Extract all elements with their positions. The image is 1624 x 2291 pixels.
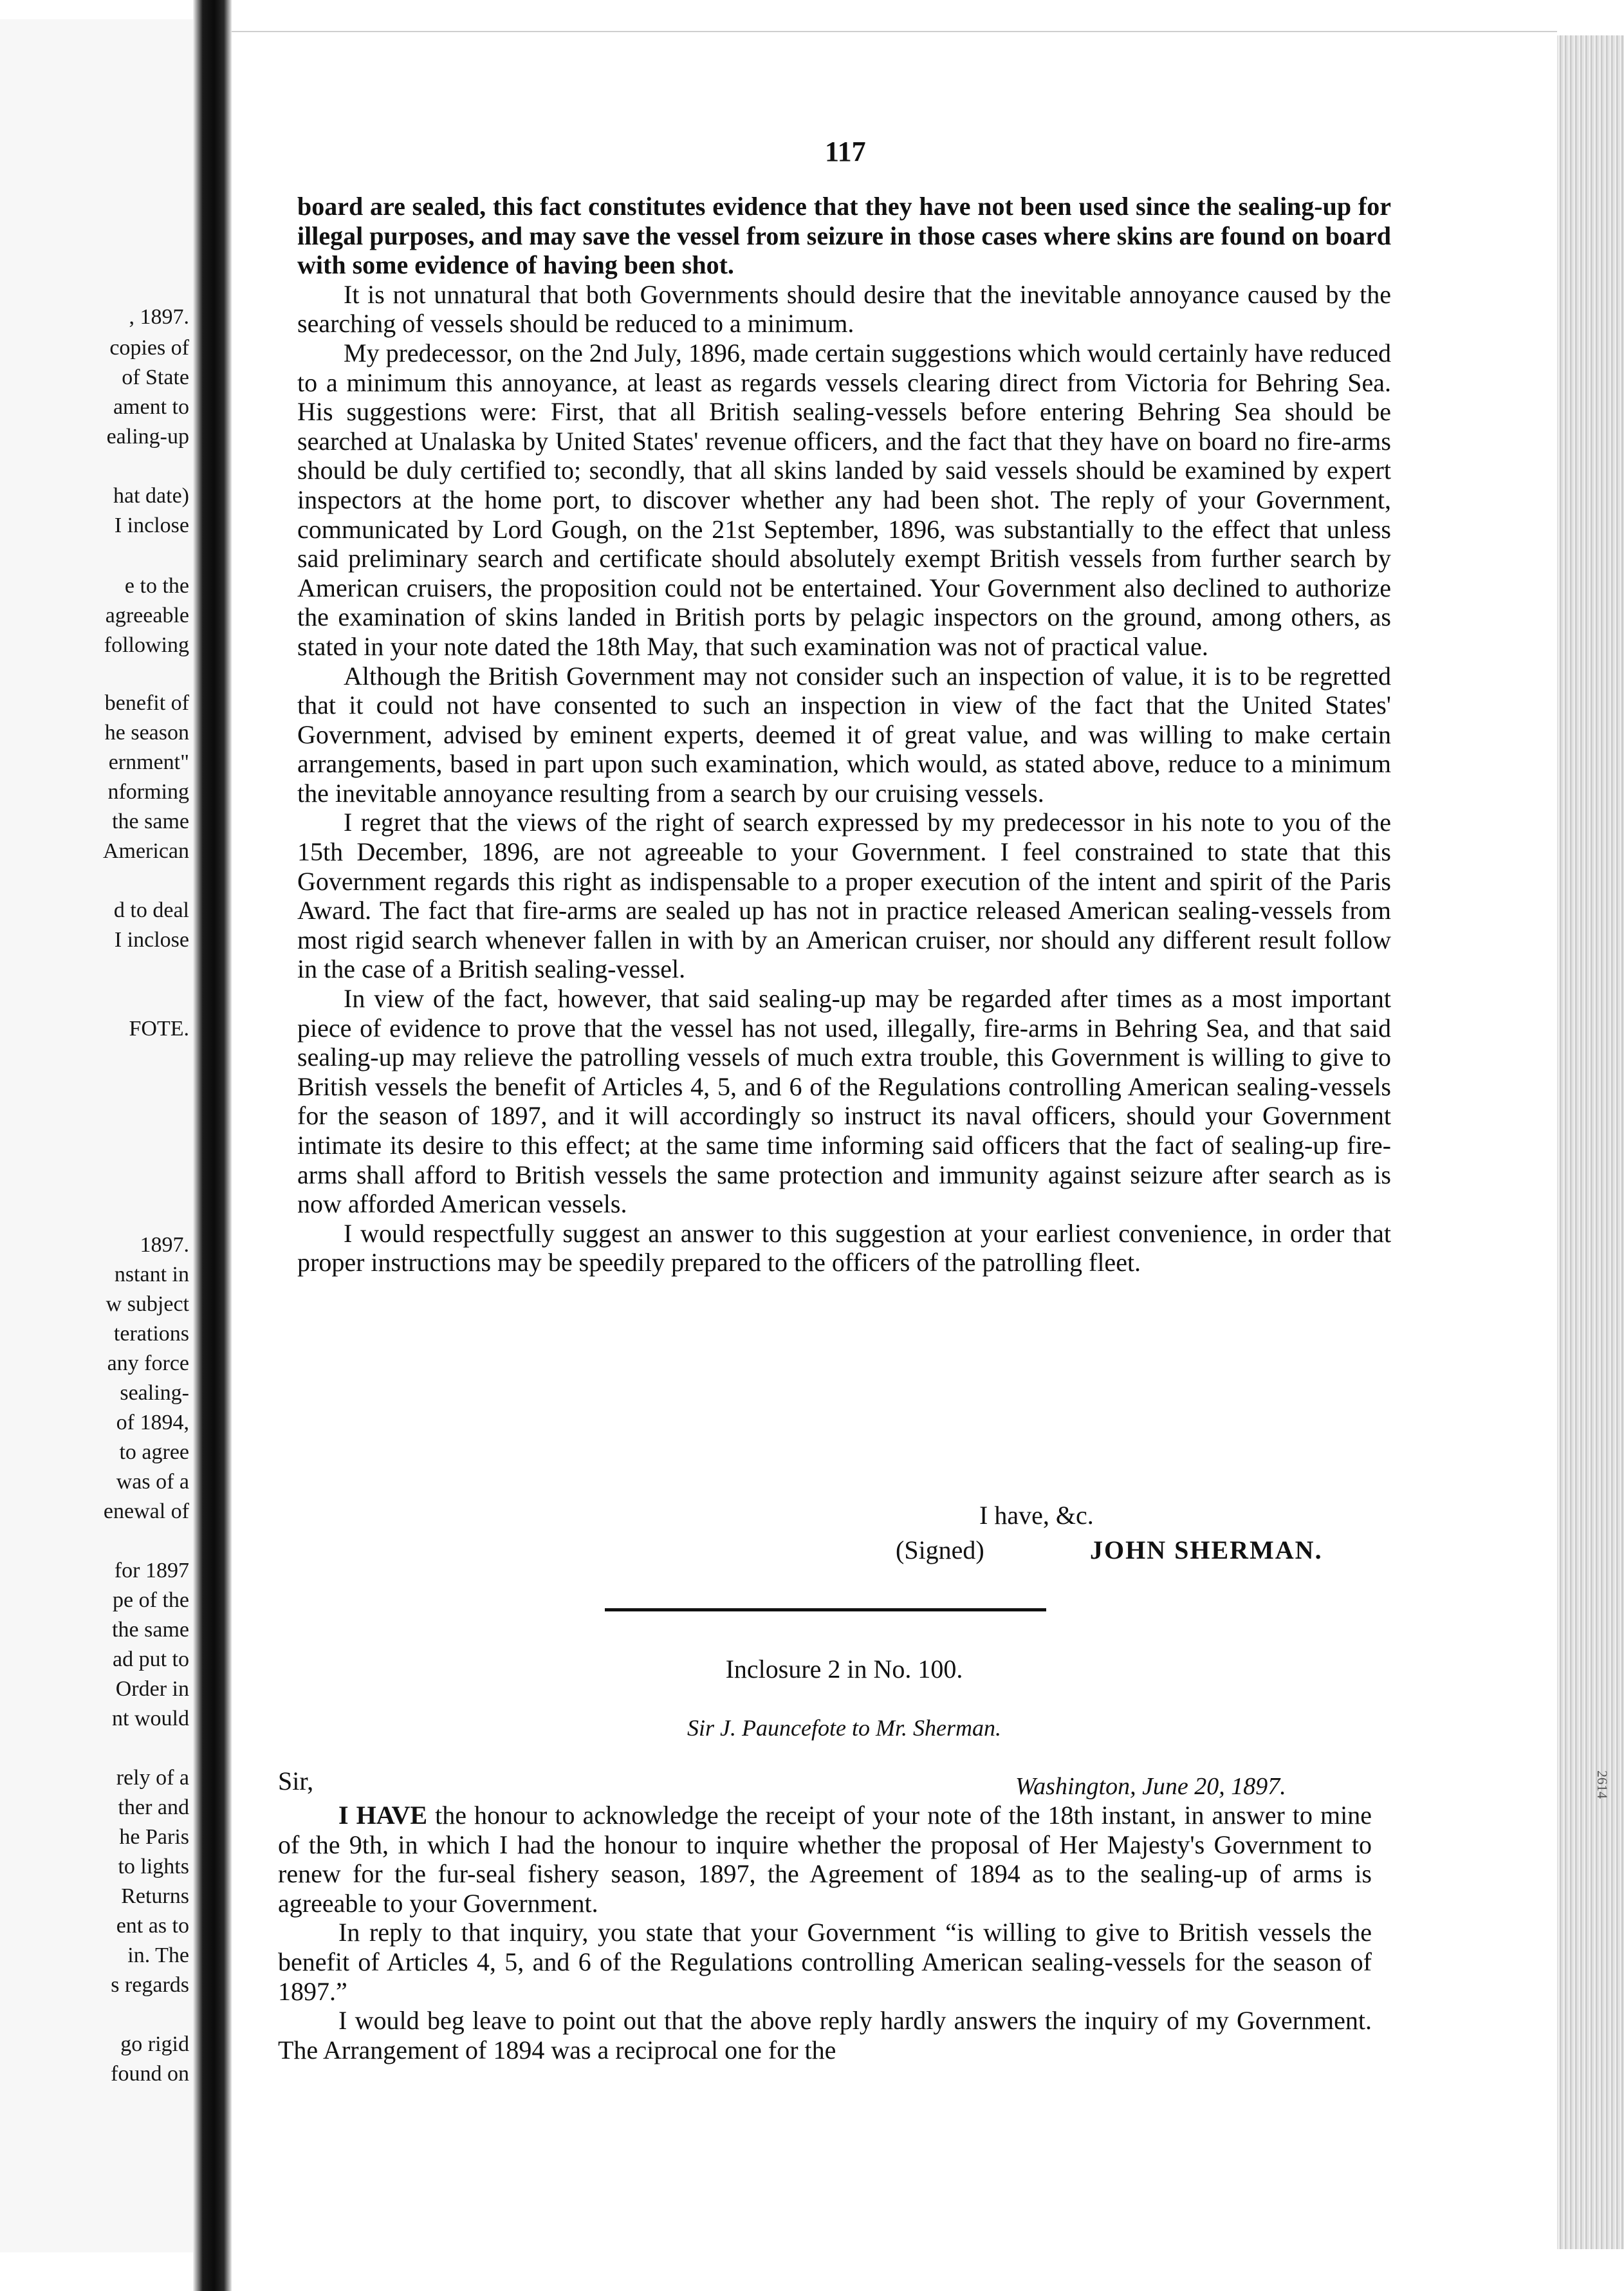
paragraph: board are sealed, this fact constitutes evidence that they have not been used since the sealing-up for illegal purposes, and may save the vessel from seizure in those cases where skins are found on board with some evidence of having been shot.	[297, 192, 1391, 280]
page-number: 117	[825, 136, 866, 167]
facing-page-line: was of a	[116, 1470, 189, 1494]
facing-page-line: ther and	[118, 1795, 189, 1819]
paragraph: Although the British Government may not consider such an inspection of value, it is to be regretted that it could not have consented to such an inspection in view of the fact that the United States' Government, advised by eminent experts, deemed it of great value, and was willing to make certain arrangements, based in part upon such examination, which would, as stated above, reduce to a minimum the inevitable annoyance resulting from a search by our cruising vessels.	[297, 661, 1391, 808]
facing-page-fragment	[0, 19, 193, 2252]
facing-page-line: 1897.	[140, 1233, 189, 1257]
paragraph: I regret that the views of the right of search expressed by my predecessor in his note to you of the 15th December, 1896, are not agreeable to your Government. I feel constrained to state that this Government regards this right as indispensable to a proper execution of the intent and spirit of the Paris Award. The fact that fire-arms are sealed up has not in practice released American sealing-vessels from most rigid search whenever fallen in with by an American cruiser, nor should any different result follow in the case of a British sealing-vessel.	[297, 808, 1391, 984]
facing-page-line: ealing-up	[106, 425, 189, 449]
facing-page-line: of 1894,	[116, 1411, 189, 1434]
signatory-name: JOHN SHERMAN.	[1090, 1535, 1323, 1564]
paragraph-text: the honour to acknowledge the receipt of your note of the 18th instant, in answer to mine of the 9th, in which I had the honour to inquire whether the proposal of Her Majesty's Government to renew for the fur-seal fishery season, 1897, the Agreement of 1894 as to the sealing-up of arms is agreeable to your Government.	[278, 1801, 1372, 1918]
facing-page-line: for 1897	[114, 1559, 189, 1582]
paragraph: It is not unnatural that both Governments should desire that the inevitable annoyance caused by the searching of vessels should be reduced to a minimum.	[297, 279, 1391, 339]
facing-page-line: he season	[104, 721, 189, 745]
paragraph: I would beg leave to point out that the above reply hardly answers the inquiry of my Government. The Arrangement of 1894 was a reciprocal one for the	[278, 2006, 1372, 2064]
paragraph: In reply to that inquiry, you state that your Government “is willing to give to British vessels the benefit of Articles 4, 5, and 6 of the Regulations controlling American sealing-vessels for the season of 1897.”	[278, 1918, 1372, 2006]
facing-page-line: I inclose	[114, 514, 189, 537]
facing-page-line: nforming	[107, 780, 189, 804]
facing-page-line: found on	[111, 2062, 189, 2086]
facing-page-line: ent as to	[116, 1914, 189, 1938]
facing-page-line: to agree	[119, 1440, 189, 1464]
opening-caps: I HAVE	[338, 1801, 428, 1830]
facing-page-line: go rigid	[120, 2032, 189, 2056]
book-gutter	[193, 0, 232, 2291]
signed-label: (Signed)	[896, 1535, 984, 1564]
enclosure-heading: Inclosure 2 in No. 100.	[725, 1655, 963, 1683]
enclosure-subheading: Sir J. Pauncefote to Mr. Sherman.	[687, 1715, 1001, 1741]
facing-page-line: s regards	[111, 1973, 189, 1997]
letter-body	[297, 192, 1391, 1277]
facing-page-line: copies of	[109, 336, 189, 360]
paragraph: In view of the fact, however, that said sealing-up may be regarded after times as a most important piece of evidence to prove that the vessel has not used, illegally, fire-arms in Behring Sea, and that said sealing-up may relieve the patrolling vessels of much extra trouble, this Government is willing to give to British vessels the benefit of Articles 4, 5, and 6 of the Regulations controlling American sealing-vessels for the season of 1897, and it will accordingly so instruct its naval officers, should your Government intimate its desire to this effect; at the same time informing said officers that the fact of sealing-up fire-arms shall afford to British vessels the same protection and immunity against seizure after search as is now afforded American vessels.	[297, 984, 1391, 1219]
facing-page-line: agreeable	[105, 604, 189, 627]
facing-page-line: enewal of	[103, 1499, 189, 1523]
facing-page-line: , 1897.	[129, 305, 189, 329]
facing-page-line: w subject	[106, 1292, 189, 1316]
enclosure-body	[278, 1801, 1372, 2064]
closing-phrase: I have, &c.	[979, 1501, 1094, 1530]
facing-page-line: hat date)	[113, 484, 189, 508]
facing-page-line: following	[104, 633, 189, 657]
facing-page-line: benefit of	[104, 691, 189, 715]
facing-page-line: sealing-	[120, 1381, 189, 1405]
facing-page-line: d to deal	[113, 898, 189, 922]
facing-page-line: ernment"	[108, 750, 189, 774]
facing-page-line: American	[102, 839, 189, 863]
facing-page-line: ad put to	[113, 1647, 189, 1671]
paragraph	[278, 1801, 1372, 1918]
facing-page-line: in. The	[127, 1943, 189, 1967]
facing-page-line: of State	[122, 366, 189, 389]
facing-page-line: rely of a	[116, 1766, 189, 1790]
facing-page-line: the same	[112, 1618, 189, 1642]
facing-page-line: I inclose	[114, 928, 189, 952]
facing-page-line: Returns	[121, 1884, 189, 1908]
paragraph: My predecessor, on the 2nd July, 1896, made certain suggestions which would certainly have reduced to a minimum this annoyance, at least as regards vessels clearing direct from Victoria for Behring Sea. His suggestions were: First, that all British sealing-vessels before entering Behring Sea should be searched at Unalaska by United States' revenue officers, and the fact that they have on board no fire-arms should be duly certified to; secondly, that all skins landed by said vessels should be examined by expert inspectors at the home port, to discover whether any had been shot. The reply of your Government, communicated by Lord Gough, on the 21st September, 1896, was substantially to the effect that unless said preliminary search and certificate should absolutely exempt British vessels from further search by American cruisers, the proposition could not be entertained. Your Government also declined to authorize the examination of skins landed in British ports by pelagic inspectors on the ground, among others, as stated in your note dated the 18th May, that such examination was not of practical value.	[297, 338, 1391, 661]
facing-page-line: FOTE.	[129, 1017, 189, 1041]
facing-page-line: nstant in	[114, 1263, 189, 1286]
page-edges	[1557, 35, 1624, 2249]
letter-closing	[297, 1499, 1391, 1577]
facing-page-line: Order in	[115, 1677, 189, 1701]
facing-page-line: the same	[112, 810, 189, 833]
facing-page-line: nt would	[112, 1707, 189, 1730]
facing-page-line: any force	[107, 1351, 189, 1375]
section-divider	[605, 1608, 1046, 1611]
facing-page-line: terations	[113, 1322, 189, 1346]
facing-page-line: e to the	[124, 574, 189, 598]
facing-page-line: he Paris	[119, 1825, 189, 1849]
place-date: Washington, June 20, 1897.	[1015, 1773, 1286, 1800]
salutation: Sir,	[278, 1767, 314, 1795]
paragraph: I would respectfully suggest an answer to this suggestion at your earliest convenience, in order that proper instructions may be speedily prepared to the officers of the patrolling fleet.	[297, 1218, 1391, 1277]
facing-page-line: pe of the	[113, 1588, 189, 1612]
edge-mark: 2614	[1594, 1770, 1610, 1799]
facing-page-line: to lights	[118, 1855, 189, 1878]
facing-page-line: ament to	[113, 395, 189, 419]
